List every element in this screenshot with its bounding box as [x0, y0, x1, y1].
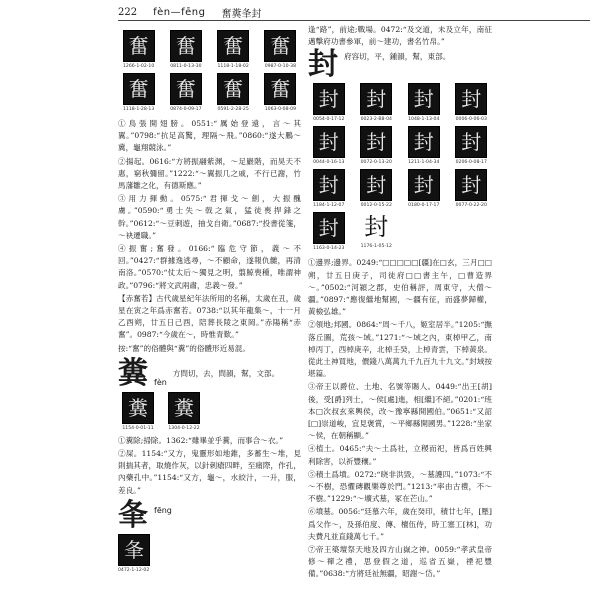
seal-image: 夆: [118, 534, 150, 566]
seal-caption: 0472-1-12-02: [118, 567, 150, 573]
seal-image: 封: [360, 169, 392, 201]
definition-paragraph: ④振奮;奮發。0166:“臨危守節，義～不回。”0427:“群據逸逃尋，～不顧命，遂報仇雠，再清南洛。”0570:“仗太后～獨見之明，翦鯨喪種，唯謂神政。”0796:“將文武兩肅，忠義～發。”: [118, 244, 301, 290]
seal-image: 奮: [217, 30, 249, 62]
seal-caption: 0054-0-17-12: [313, 117, 345, 123]
definition-paragraph: ③用力揮動。0575:“君揮戈～劍，大振醜虜。”0590:“勇士失～戟之氣，猛徒喪捍鋒之幹。”0612:“～豆刺遊，抽戈自衛。”0687:“投書從箋，～袂遷職。”: [118, 194, 301, 240]
seal-image-cell: [165, 30, 206, 69]
seal-caption: 1154-0-01-11: [122, 425, 154, 431]
seal-image: 奮: [264, 73, 296, 105]
seal-image: 封: [455, 169, 487, 201]
seal-image: 封: [313, 83, 345, 115]
seal-image: 糞: [122, 392, 154, 424]
seal-image-cell: [308, 126, 350, 165]
entry-heading-feng: [118, 497, 301, 533]
definition-paragraph: ③帝王以爵位、土地、名號等賜人。0449:“出王[胡]後，受[爵]列士，～侯[處]進，相[繼]不絕。”0201:“班本□次叔玄來輿侯，改～豫寧縣開國伯。”0651:“又詔[□]崇道峻，宜見褒賞，～平鄉縣開國男。”1228:“坐家～侯，在朝稱顯。”: [308, 382, 492, 441]
definition-paragraph: ①邊界;邊界。0249:“□□□□□[疆]在□玄，三月□□朔，廿五日庚子，司徒府□□書主午，□曹造界～。”0502:“河潁之郡，史伯稱評，周東守，大僧～疆。”0897:“應復繼地幫國，～疆有征，而盛夢歸權，黃檢弘雄。”: [308, 258, 492, 317]
seal-image: 奮: [264, 30, 296, 62]
dung-seal-grid: [118, 392, 301, 431]
seal-caption: 0206-0-08-17: [455, 160, 487, 166]
seal-caption: 0044-0-16-13: [313, 160, 345, 166]
seal-image-cell: [308, 212, 350, 251]
seal-image-cell: [356, 83, 398, 122]
seal-image-cell: [308, 83, 350, 122]
headword-meta: [154, 378, 167, 389]
headword-pinyin: fèn: [154, 377, 167, 387]
headword: 糞: [118, 355, 148, 391]
definition-paragraph: ④植土。0465:“夫～土爲社，立稷而祀，皆爲百姓興利除害，以祈豐穰。”: [308, 444, 492, 466]
entry-heading-feng-seal: [308, 47, 492, 83]
seal-image: 糞: [168, 392, 200, 424]
seal-caption: 1304-0-12-22: [168, 425, 200, 431]
seal-caption: 1063-0-08-09: [264, 107, 297, 112]
seal-image-cell: [213, 30, 254, 69]
seal-image: 封: [360, 83, 392, 115]
left-column: [118, 24, 301, 573]
seal-caption: 1266-1-02-10: [122, 64, 155, 69]
headword-phonology: 方問切，去，問韻，幫，文部。: [172, 368, 280, 378]
seal-caption: 0072-0-13-20: [360, 160, 392, 166]
seal-image-cell: [451, 169, 493, 208]
seal-image-cell: [164, 392, 204, 431]
seal-image: 奮: [170, 30, 202, 62]
seal-caption: 1176-1-05-12: [360, 244, 392, 250]
seal-image: 封: [455, 83, 487, 115]
header-characters: 奮糞夆封: [221, 8, 262, 20]
definition-paragraph: 【赤奮若】古代歲星紀年法所用的名稱，太歲在丑，歲星在寅之年爲赤奮若。0738:“以其年龍集～，十一月乙酉朔，廿五日己酉，陪葬長陵之東岡。”赤陽稱“赤奮”。0987:“今歲在～，時惟青歎。”: [118, 293, 301, 340]
page-number: 222: [118, 6, 138, 18]
seal-image-cell: [260, 73, 301, 112]
seal-image: 封: [408, 169, 440, 201]
headword-pinyin: fēng: [154, 505, 172, 515]
seal-image: 奮: [123, 73, 155, 105]
seal-image-cell: [403, 126, 445, 165]
seal-caption: 1118-1-28-13: [122, 107, 155, 112]
seal-image: 封: [360, 126, 392, 158]
seal-image: 封: [361, 212, 391, 242]
seal-caption: 0591-2-28-25: [217, 107, 249, 112]
definition-paragraph: ②屎。1154:“又方，鬼靈形如地錐，多蓄生～堆，見則揣其者，取燒作灰，以針刺瘡四畔，至痛際，作孔，內藥孔中。”1154:“又方，龜～，水絞汁，一升，服，差良。”: [118, 449, 301, 495]
right-column: [308, 24, 492, 582]
feng-seal-grid: [308, 83, 492, 251]
seal-image: 封: [313, 169, 345, 201]
seal-image-cell: [356, 126, 398, 165]
definition-paragraph: 逢“路”，前途;戰場。0472:“及交道，未及立年，南征邁擊府功書參軍，前～建功，書名竹帛。”: [308, 25, 492, 47]
note-paragraph: 按:“奮”的俗體與“糞”的俗體形近易混。: [118, 343, 250, 353]
seal-image: 奮: [123, 30, 155, 62]
seal-caption: 1163-0-14-23: [313, 246, 345, 252]
seal-image-cell: [356, 169, 398, 208]
seal-image-cell: [451, 126, 493, 165]
definition-paragraph: ①鳥張開翅膀。0551:“厲始登遠，言～其翼。”0798:“抗足高驚，理隔～飛。”0860:“遂大鵬～冀，龜翔競泳。”: [118, 119, 301, 153]
definition-paragraph: ②領地;邦國。0864:“周～千八，姬室居半。”1205:“撫落丘圖，荒孩～域。”1271:“～域之內，東棹甲乙，南棹丙丁，西棹庚辛，北棹壬癸，上棹青雲，下棹黃泉。從此土神買地，價錢八萬萬九千九百九十九文。”封域按堪篇。: [308, 320, 492, 379]
definition-paragraph: ⑦帝王築壇祭天地及四方山嶽之神。0059:“孝武皇帝修～禪之禮，思登假之道，巡省五嶽，禋祀豐備。”0638:“方將廷祉無疆，昭謝～岱。”: [308, 545, 492, 579]
seal-image-cell: [118, 392, 158, 431]
seal-image: 封: [455, 126, 487, 158]
seal-image: 封: [408, 126, 440, 158]
definition-paragraph: ⑤積土爲墳。0272:“晓非洪毀，～墓護四。”1073:“不～不樹，恐懼磚觀樂尊於門。”1213:“率由古禮，不～不樹。”1229:“～壙式墓，冢在芒山。”: [308, 469, 492, 504]
headword-phonology: 府容切，平，鍾韻，幫，東部。: [344, 52, 451, 62]
definition-paragraph: ⑥墳墓。0056:“廷慕六年，歲在癸印，積廿七年，[壓]爲父作～，及孫伯度、傳、檀伍侍，時工塞工[林]，功夫費凡並直錢萬七千。”: [308, 507, 492, 541]
seal-caption: 1184-1-12-07: [313, 203, 345, 209]
seal-image: 奮: [170, 73, 202, 105]
seal-caption: 1048-1-13-04: [408, 117, 440, 123]
seal-image-cell: [118, 534, 158, 573]
seal-image: 奮: [217, 73, 249, 105]
seal-image-cell: [356, 212, 398, 251]
seal-image-cell: [451, 83, 493, 122]
seal-caption: 1211-1-04-34: [408, 160, 440, 166]
fen-seal-grid: [118, 30, 301, 112]
definition-paragraph: ①糞除;掃除。1362:“雖畢並乎糞，而事合～衣。”: [118, 435, 284, 445]
seal-image-cell: [165, 73, 206, 112]
seal-caption: 0811-0-13-30: [170, 64, 202, 69]
seal-image-cell: [403, 169, 445, 208]
headword: 封: [308, 47, 338, 83]
entry-heading-dung: [118, 355, 301, 391]
seal-image: 封: [313, 126, 345, 158]
seal-image-cell: [403, 83, 445, 122]
seal-caption: 0874-0-09-17: [170, 107, 202, 112]
seal-caption: 1118-1-18-02: [217, 64, 249, 69]
seal-caption: 0006-0-06-03: [455, 117, 487, 123]
seal-image-cell: [213, 73, 254, 112]
header-divider: [118, 20, 590, 21]
seal-caption: 0012-0-15-22: [360, 203, 392, 209]
seal-image: 封: [313, 212, 345, 244]
definition-paragraph: ②揚起。0616:“方將振翮紫渊，～足巖階，而昊天不惠，窮秋彌留。”1222:“～翼振几之戚，不行已謝，竹馬藩雛之化，有德斯應。”: [118, 156, 301, 191]
seal-image-cell: [118, 30, 159, 69]
seal-image-cell: [260, 30, 301, 69]
seal-caption: 0180-0-17-17: [408, 203, 440, 209]
seal-caption: 0987-0-10-38: [264, 64, 297, 69]
seal-image-cell: [308, 169, 350, 208]
seal-caption: 0023-2-B8-04: [360, 117, 392, 123]
seal-caption: 0077-0-22-20: [455, 203, 487, 209]
header-pinyin-range: fèn—fēng: [153, 6, 206, 18]
seal-image-cell: [118, 73, 159, 112]
seal-image: 封: [408, 83, 440, 115]
headword: 夆: [118, 497, 148, 533]
running-header: [118, 4, 588, 20]
